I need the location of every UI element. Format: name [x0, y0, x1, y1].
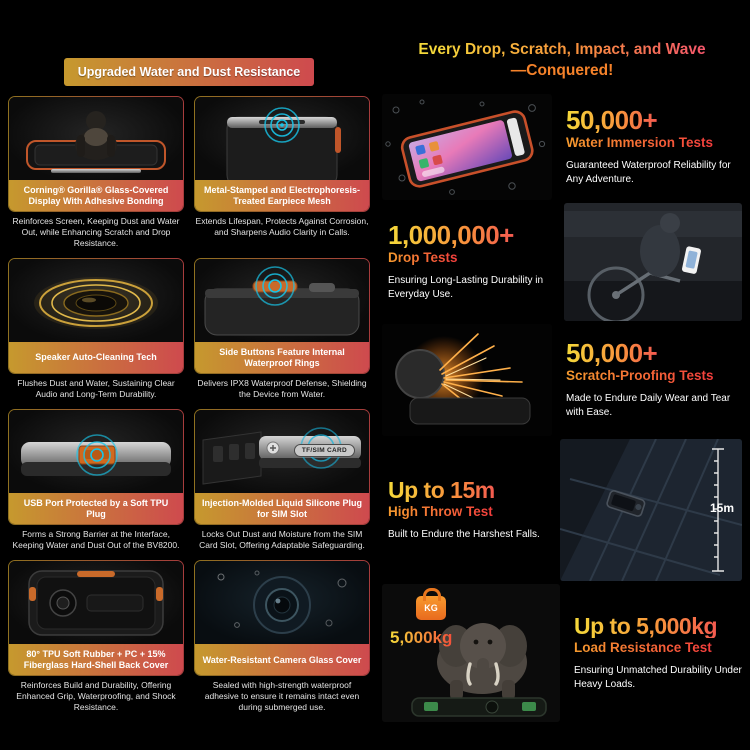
earpiece-mesh-image: [195, 97, 369, 180]
test-text: [382, 478, 560, 542]
sim-plug-image: [195, 410, 369, 493]
test-description: Made to Endure Daily Wear and Tear with Ease.: [566, 393, 731, 418]
test-block-load: [382, 584, 742, 722]
test-block-scratch: [382, 324, 742, 436]
test-title: Scratch-Proofing Tests: [566, 368, 714, 384]
test-text: [552, 107, 742, 186]
test-stat: 1,000,000+: [388, 220, 514, 251]
test-text: [560, 614, 742, 691]
test-description: Ensuring Long-Lasting Durability in Everyday Use.: [388, 275, 544, 300]
test-block-throw: [382, 439, 742, 581]
load-weight-label: 5,000kg: [390, 627, 453, 647]
test-description: Built to Endure the Harshest Falls.: [388, 529, 540, 541]
usb-plug-image: [9, 410, 183, 493]
section-title-badge: Upgraded Water and Dust Resistance: [64, 58, 314, 86]
feature-title: Injection-Molded Liquid Silicone Plug for SIM Slot: [195, 493, 369, 524]
test-title: Load Resistance Test: [574, 640, 712, 656]
section-title-line1: Every Drop, Scratch, Impact, and Wave: [418, 40, 705, 61]
feature-title: Side Buttons Feature Internal Waterproof Rings: [195, 342, 369, 373]
test-title: Water Immersion Tests: [566, 135, 714, 151]
feature-description: Reinforces Build and Durability, Offering Enhanced Grip, Waterproofing, and Shock Resistance.: [16, 680, 176, 713]
feature-description: Forms a Strong Barrier at the Interface, Keeping Water and Dust Out of the BV8200.: [12, 529, 180, 551]
feature-card-grid: [8, 96, 370, 722]
feature-description: Reinforces Screen, Keeping Dust and Water Out, while Enhancing Scratch and Drop Resistance.: [12, 216, 180, 249]
test-stat: 50,000+: [566, 338, 658, 369]
feature-title: Water-Resistant Camera Glass Cover: [195, 644, 369, 675]
feature-title: Corning® Gorilla® Glass-Covered Display With Adhesive Bonding: [9, 180, 183, 211]
test-description: Ensuring Unmatched Durability Under Heavy Loads.: [574, 665, 742, 690]
sparks-grinding-image: [382, 324, 552, 436]
feature-card-sim-plug: [194, 409, 370, 551]
water-dust-section: [0, 0, 374, 750]
test-text: [552, 340, 742, 419]
kg-weight-icon: [416, 596, 446, 620]
sim-slot-label: TF/SIM CARD: [294, 444, 355, 457]
test-stat: 50,000+: [566, 105, 658, 136]
back-cover-image: [9, 561, 183, 644]
water-splash-phone-image: [382, 94, 552, 200]
feature-card-usb-plug: [8, 409, 184, 551]
section-title-line2: —Conquered!: [510, 61, 614, 79]
test-text: [382, 222, 564, 301]
cyclist-phone-image: [564, 203, 742, 321]
test-block-water-immersion: [382, 94, 742, 200]
test-description: Guaranteed Waterproof Reliability for Any Adventure.: [566, 160, 731, 185]
feature-card-gorilla-glass: [8, 96, 184, 249]
feature-card-earpiece-mesh: [194, 96, 370, 249]
falling-phone-image: [560, 439, 742, 581]
test-block-drop: [382, 203, 742, 321]
test-stat: Up to 15m: [388, 477, 495, 504]
camera-glass-image: [195, 561, 369, 644]
feature-description: Sealed with high-strength waterproof adhesive to ensure it remains intact even during submerged use.: [204, 680, 360, 713]
throw-height-label: 15m: [709, 501, 734, 516]
feature-description: Locks Out Dust and Moisture from the SIM Card Slot, Offering Adaptable Safeguarding.: [199, 529, 365, 551]
kg-icon-label: KG: [424, 602, 438, 613]
feature-description: Delivers IPX8 Waterproof Defense, Shielding the Device from Water.: [197, 378, 367, 400]
test-title: High Throw Test: [388, 504, 493, 520]
test-title: Drop Tests: [388, 250, 458, 266]
feature-card-back-cover: [8, 560, 184, 713]
durability-tests-section: [374, 0, 750, 750]
section-title: [382, 40, 742, 82]
feature-title: USB Port Protected by a Soft TPU Plug: [9, 493, 183, 524]
feature-description: Flushes Dust and Water, Sustaining Clear Audio and Long-Term Durability.: [17, 378, 175, 400]
feature-description: Extends Lifespan, Protects Against Corrosion, and Sharpens Audio Clarity in Calls.: [195, 216, 369, 238]
gorilla-glass-image: [9, 97, 183, 180]
feature-title: 80° TPU Soft Rubber + PC + 15% Fiberglass Hard-Shell Back Cover: [9, 644, 183, 675]
feature-title: Speaker Auto-Cleaning Tech: [9, 342, 183, 373]
elephant-load-image: [382, 584, 560, 722]
side-buttons-image: [195, 259, 369, 342]
feature-card-camera-glass: [194, 560, 370, 713]
feature-card-side-buttons: [194, 258, 370, 400]
speaker-rings-image: [9, 259, 183, 342]
feature-title: Metal-Stamped and Electrophoresis-Treated Earpiece Mesh: [195, 180, 369, 211]
feature-card-speaker-cleaning: [8, 258, 184, 400]
test-stat: Up to 5,000kg: [574, 613, 718, 640]
